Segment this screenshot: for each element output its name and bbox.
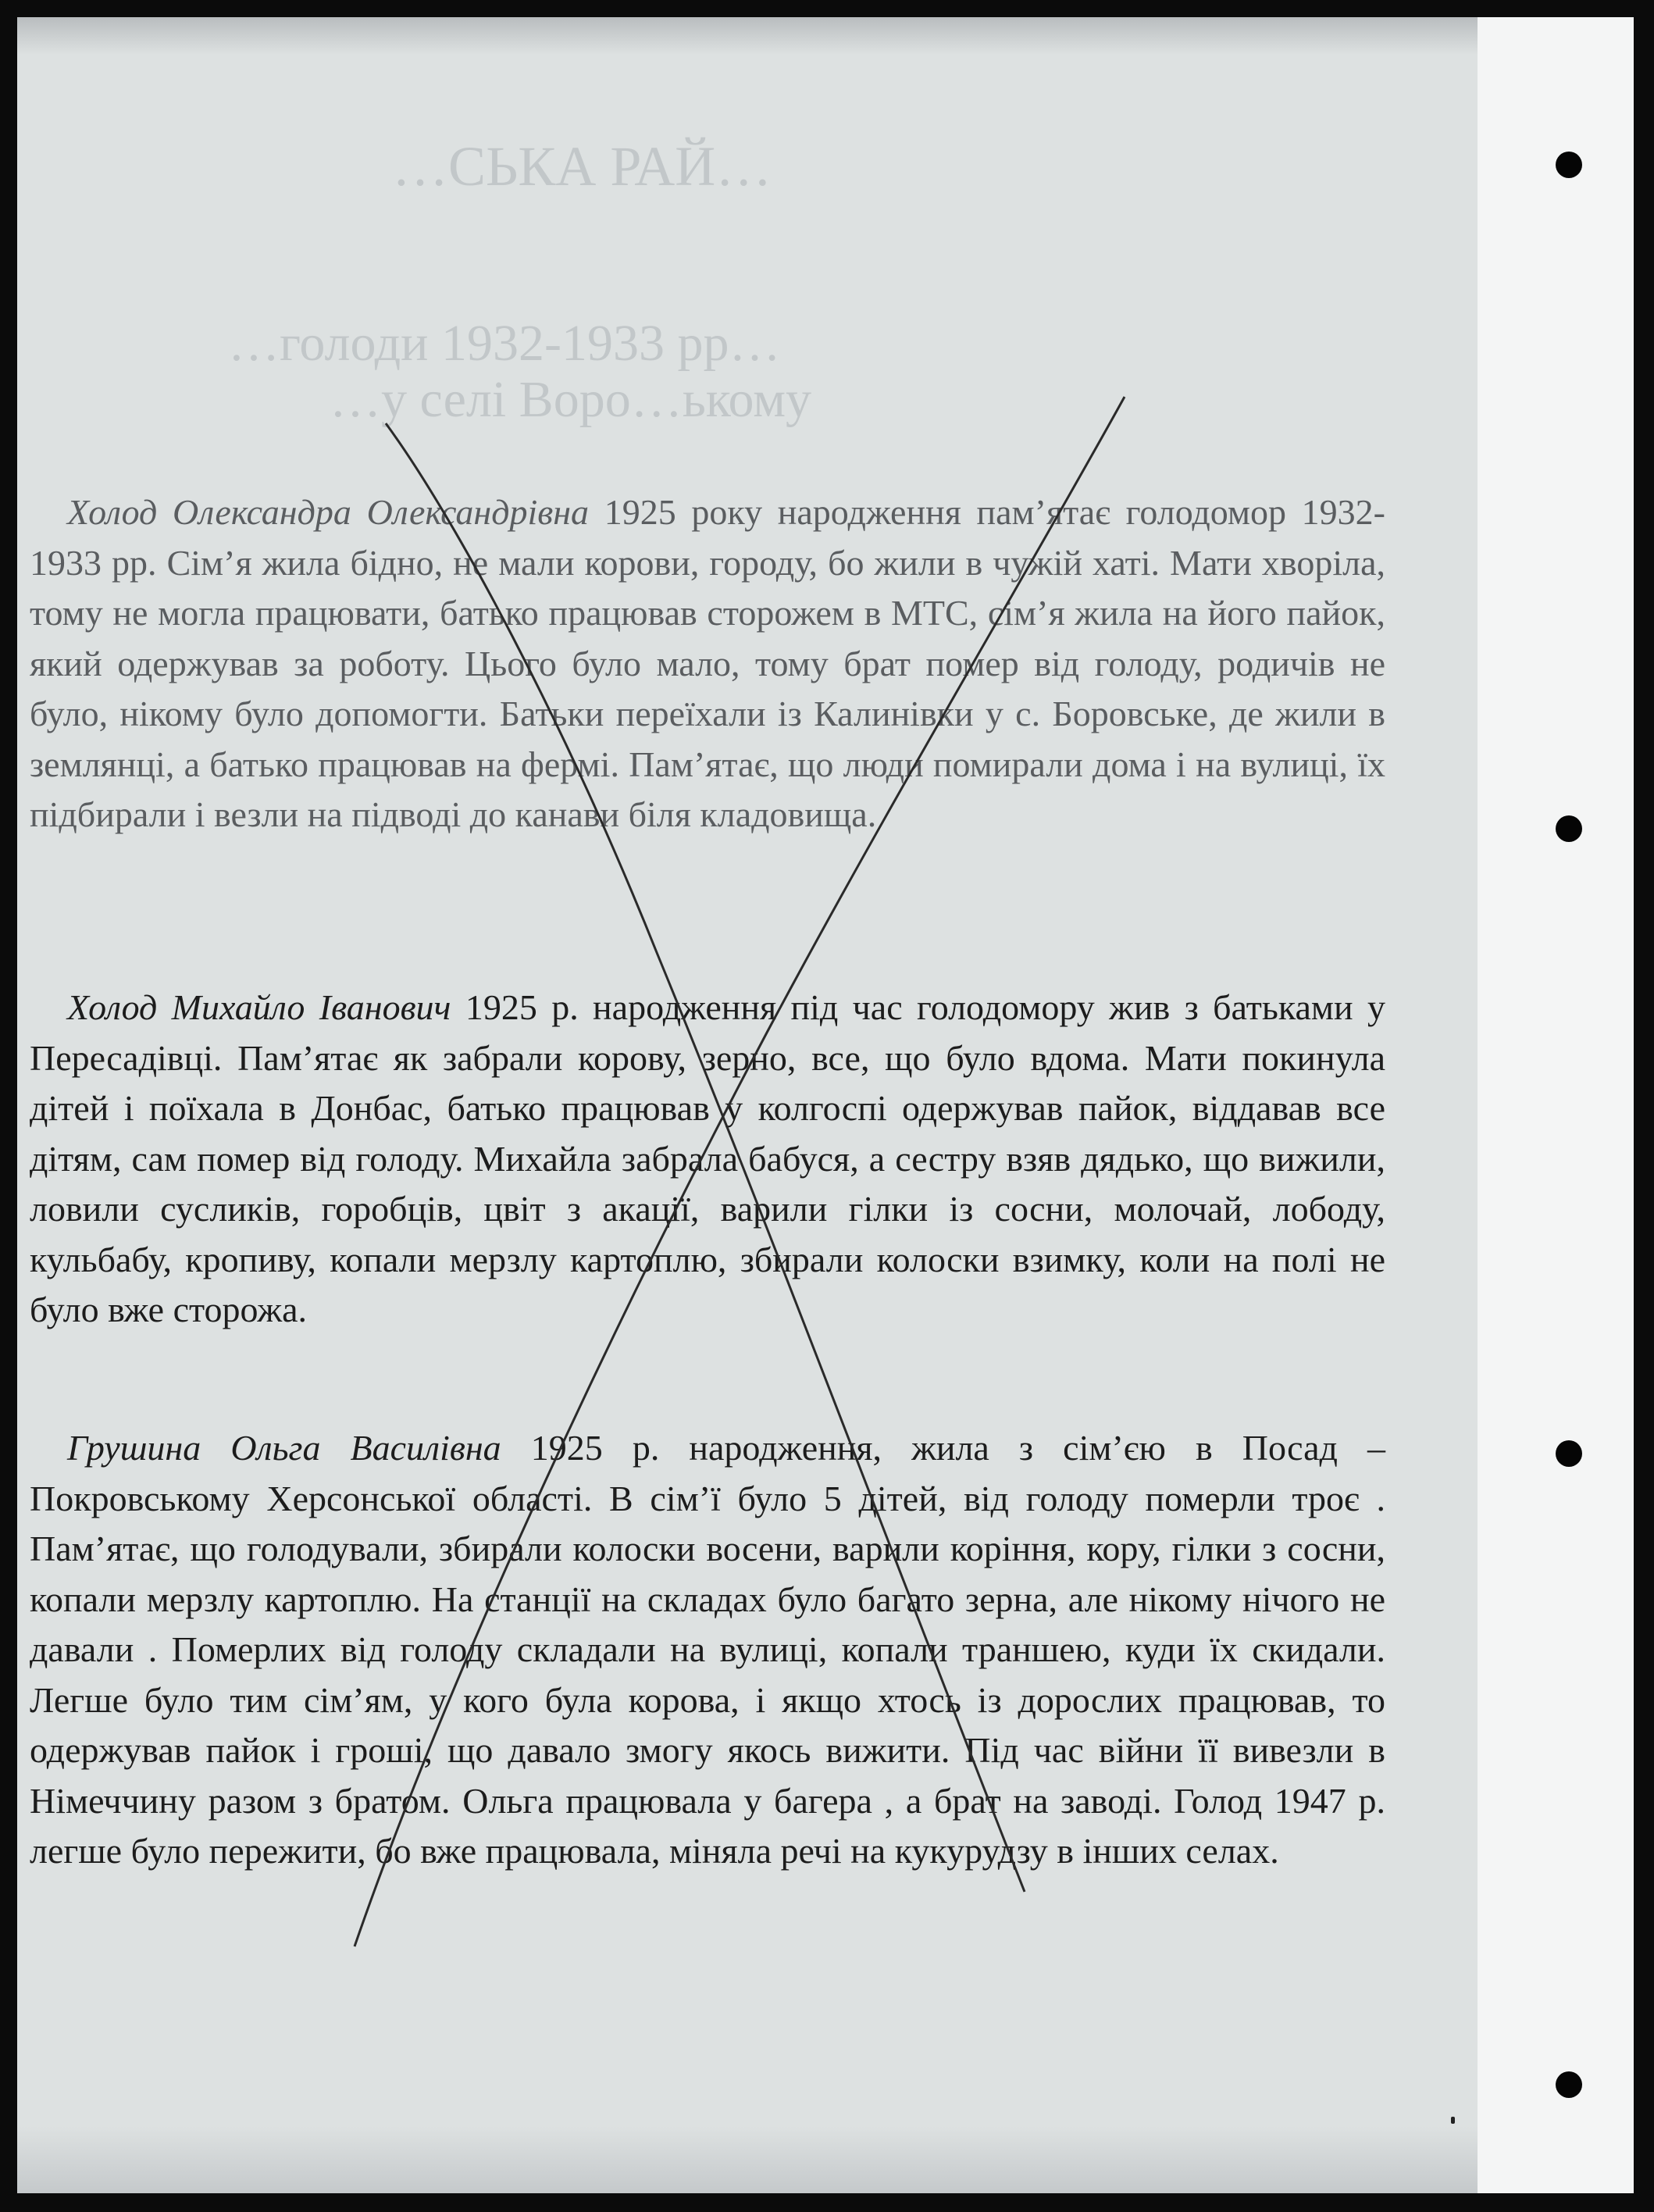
person-name: Грушина Ольга Василівна [67,1428,501,1468]
person-name: Холод Михайло Іванович [67,987,451,1027]
testimony-text: 1925 р. народження, жила з сім’єю в Посад – Покровському Херсонської області. В сім’ї було 5 дітей, від голоду померли троє . Пам’ятає, що голодували, збирали колоски восени, варили коріння, кору, гілки з сосни, копали мерзлу картоплю. На станції на складах було багато зерна, але нікому нічого не давали . Померлих від голоду складали на вулиці, копали траншею, куди їх скидали. Легше було тим сім’ям, у кого була корова, і якщо хтось із дорослих працював, то одержував пайок і гроші, що давало змогу якось вижити. Під час війни її вивезли в Німеччину разом з братом. Ольга працювала у багера , а брат на заводі. Голод 1947 р. легше було пережити, бо вже працювала, міняла речі на кукурудзу в інших селах. [30,1428,1385,1871]
ink-speck [1451,2117,1455,2124]
ghost-line: …голоди 1932-1933 рр… [228,315,781,372]
testimony-text: 1925 р. народження під час голодомору жив з батьками у Пересадівці. Пам’ятає як забрали корову, зерно, все, що було вдома. Мати покинула дітей і поїхала в Донбас, батько працював у колгоспі одержував пайок, віддавав все дітям, сам помер від голоду. Михайла забрала бабуся, а сестру взяв дядько, що вижили, ловили сусликів, горобців, цвіт з акації, варили гілки із сосни, молочай, лободу, кульбабу, кропиву, копали мерзлу картоплю, збирали колоски взимку, коли на полі не було вже сторожа. [30,987,1385,1329]
person-name: Холод Олександра Олександрівна [67,492,590,532]
ghost-line: …у селі Воро…ькому [330,371,812,428]
scan-bottom-edge [17,2126,1478,2193]
scanned-page [17,17,1634,2193]
strike-line [355,397,1125,1946]
strike-line [386,423,1025,1892]
testimony-text: 1925 року народження пам’ятає голодомор 1932-1933 рр. Сім’я жила бідно, не мали корови, городу, бо жили в чужій хаті. Мати хворіла, тому не могла працювати, батько працював сторожем в МТС, сім’я жила на його пайок, який одержував за роботу. Цього було мало, тому брат помер від голоду, родичів не було, нікому було допомогти. Батьки переїхали із Калинівки у с. Боровське, де жили в землянці, а батько працював на фермі. Пам’ятає, що люди помирали дома і на вулиці, їх підбирали і везли на підводі до канави біля кладовища. [30,492,1385,834]
ghost-heading: …СЬКА РАЙ… [392,135,772,198]
strike-through-cross [17,17,1634,2193]
